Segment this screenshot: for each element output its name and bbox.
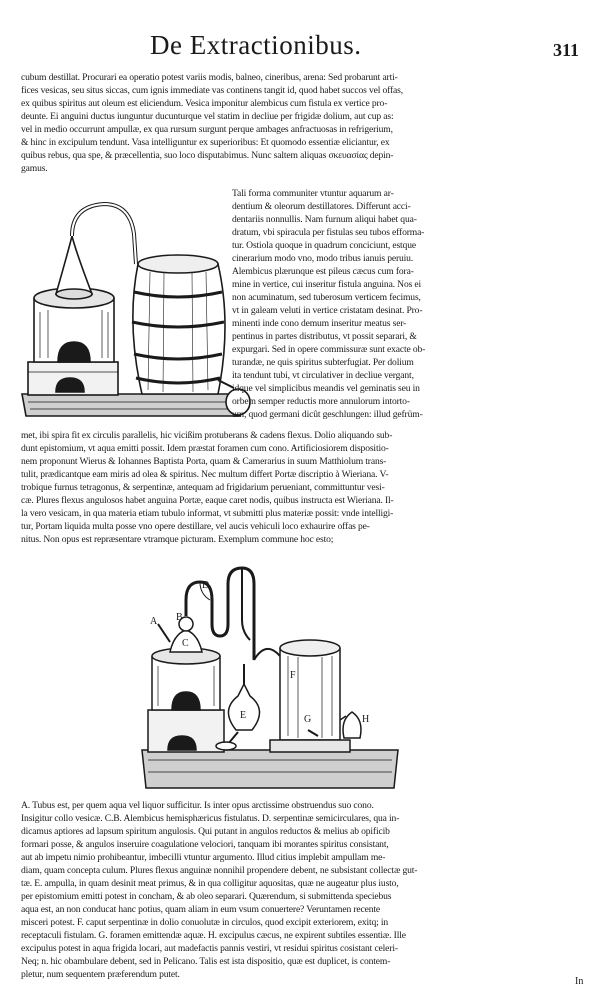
text-line: vel in medio occurrunt ampullæ, ex qua rursum surgunt perque ambages anfractuosas in refrigerium, (21, 124, 393, 135)
caption-line: tæ. E. ampulla, in quam desinit meat primus, & in qua colligitur aquositas, quæ ne augeatur plus iusto, (21, 878, 399, 889)
figure-label-c: C (182, 638, 189, 649)
text-line: tur, Portam liquida multa posse vno opere destillare, vel aucis vehiculi loco exhaurire offas pe- (21, 521, 370, 532)
text-line: Tali forma communiter vtuntur aquarum ar- (232, 188, 394, 199)
caption-line: receptaculi fistulam. G. foramen emittendæ aquæ. H. excipulus cæcus, ne expirent subtiles essentiæ. Ille (21, 930, 406, 941)
text-line: fices vesicas, seu situs siccas, cum ignis immediate vas continens tangit id, quod habet succos vel offas, (21, 85, 403, 96)
text-line: trobique furnus tetragonus, & serpentinæ, antequam ad frigidarium perueniant, committuntur vesi- (21, 482, 385, 493)
text-line: cinerarium modo vno, modo tribus ianuis peruiu. (232, 253, 414, 264)
text-line: tur. Ostiola quoque in quadrum conciciunt, estque (232, 240, 416, 251)
text-line: ita tendunt tubi, vt circulativer in decliue vergant, (232, 370, 414, 381)
page-number: 311 (553, 40, 580, 60)
text-line: vt in galeam veluti in vertice cristatam desinat. Pro- (232, 305, 423, 316)
caption-line: dicamus aptiores ad lapsum spiritum angulosis. Qui putant in angulos reductos & melius ab opificib (21, 826, 390, 837)
figure-label-g: G (304, 714, 312, 725)
text-line: gamus. (21, 163, 48, 174)
text-line: nem proponunt Wierus & Iohannes Baptista Porta, quam & Camerarius in suum Matthiolum trans- (21, 456, 387, 467)
figure-label-h: H (362, 714, 370, 725)
figure-label-e: E (240, 710, 247, 721)
caption-line: excipulus potest in aqua frigida locari, aut madefactis pannis vestiri, vt residui spiritus cosistant celeri- (21, 943, 398, 954)
running-head: De Extractionibus. (150, 30, 362, 60)
figure-still-with-barrel (18, 192, 252, 426)
figure-label-f: F (290, 670, 296, 681)
text-line: & hinc in excipulum tendunt. Vasa intelliguntur ex superioribus: Et quomodo essentiæ eliciantur, ex (21, 137, 390, 148)
figure-label-d: D (202, 580, 210, 591)
text-line: nitus. Non opus est repræsentare vtramque picturam. Exemplum commune hoc esto; (21, 534, 334, 545)
text-line: um, quod germani dicût geschlungen: illud gefrüm- (232, 409, 423, 420)
text-line: cæ. Plures flexus angulosos habet anguina Portæ, eaque caret nodis, quibus instructa est Wieriana. Il- (21, 495, 394, 506)
text-line: dentariis nonnullis. Nam furnum aliqui habet qua- (232, 214, 417, 225)
text-line: non acuminatum, sed tuberosum verticem fecimus, (232, 292, 421, 303)
text-line: mine in vertice, cui inseritur fistula anguina. Nos ei (232, 279, 422, 290)
caption-line: per epistomium emitti potest in concham, & ab oleo separari. Quærendum, si submittenda speciebus (21, 891, 392, 902)
caption-line: A. Tubus est, per quem aqua vel liquor sufficitur. Is inter opus arctissime obstruendus suo cono. (21, 800, 374, 811)
caption-line: formari posse, & angulos inseruire coagulatione velociori, tanquam ibi morantes spiritus consistant, (21, 839, 389, 850)
text-line: dunt epistomium, vt aqua emitti possit. Idem præstat foramen cum cono. Artificiosiorem dispositio- (21, 443, 389, 454)
text-line: ex quibus spiritus aut oleum est eliciendum. Vesica imponitur alembicus cum fistula ex vertice pro- (21, 98, 388, 109)
text-line: tulit, prædicantque eam miris ad olea & spiritus. Nec multum differt Portæ discriptio à Wieriana. V- (21, 469, 389, 480)
caption-line: misceri potest. F. caput serpentinæ in dolio conuolutæ in circulos, quod excipit exteriorem, exitq; in (21, 917, 389, 928)
text-line: pentinus in partes distributus, vt possit separari, & (232, 331, 417, 342)
caption-line: aut ab impetu nimio prohibeantur, imbecilli vtuntur argumento. Illud citius implebit ampullam me- (21, 852, 386, 863)
text-line: cubum destillat. Procurari ea operatio potest variis modis, balneo, cineribus, arena: Sed probarunt arti- (21, 72, 398, 83)
text-line: deunte. Ei anguini ductus iunguntur ducunturque vel statim in decliue per frigidæ dolium, aut cup as: (21, 111, 394, 122)
text-line: turandæ, ne quis spiritus subterfugiat. Per dolium (232, 357, 414, 368)
text-line: met, ibi spira fit ex circulis parallelis, hic vicißim protuberans & cadens flexus. Dolio aliquando sub- (21, 430, 393, 441)
figure-label-b: B (176, 612, 183, 623)
text-line: dratum, vbi spiracula per fistulas seu tubos efforma- (232, 227, 425, 238)
text-line: Alembicus plærunque est pileus cæcus cum fora- (232, 266, 414, 277)
text-line: minenti inde cono demum inseritur meatus ser- (232, 318, 407, 329)
text-line: orbem semper reductis more annulorum intorto- (232, 396, 410, 407)
text-line: la vero vesicam, in qua materia etiam tubulo informat, vt submitti plus materiæ possit: vnde intelligi- (21, 508, 394, 519)
caption-line: aqua est, an non conducat hanc potius, quam aliam in eum vsum conuertere? Veruntamen recente (21, 904, 380, 915)
text-line: idque vel simplicibus meandis vel geminatis seu in (232, 383, 420, 394)
caption-line: diam, quam concepta culum. Plures flexus anguinæ nonnihil propendere debent, ne subsistant collectæ gut- (21, 865, 418, 876)
caption-line: pletur, num sequentem præferendum putet. (21, 969, 180, 980)
caption-line: Neq; n. hic obambulare debent, sed in Pelicano. Talis est ista dispositio, quæ est duplicet, is contem- (21, 956, 391, 967)
text-line: expurgari. Sed in opere commissuræ sunt exacte ob- (232, 344, 426, 355)
text-line: quibus rebus, qua spe, & præcellentia, suo loco disputabimus. Nunc saltem aliquas σκευασίας depin- (21, 150, 394, 161)
catchword: In (575, 976, 584, 987)
figure-label-a: A (150, 616, 158, 627)
figure-labeled-apparatus (140, 560, 400, 792)
caption-line: Insigitur collo vesicæ. C.B. Alembicus hemisphæricus fistulatus. D. serpentinæ semicirculares, qua in- (21, 813, 400, 824)
text-line: dentium & oleorum destillatores. Differunt acci- (232, 201, 411, 212)
